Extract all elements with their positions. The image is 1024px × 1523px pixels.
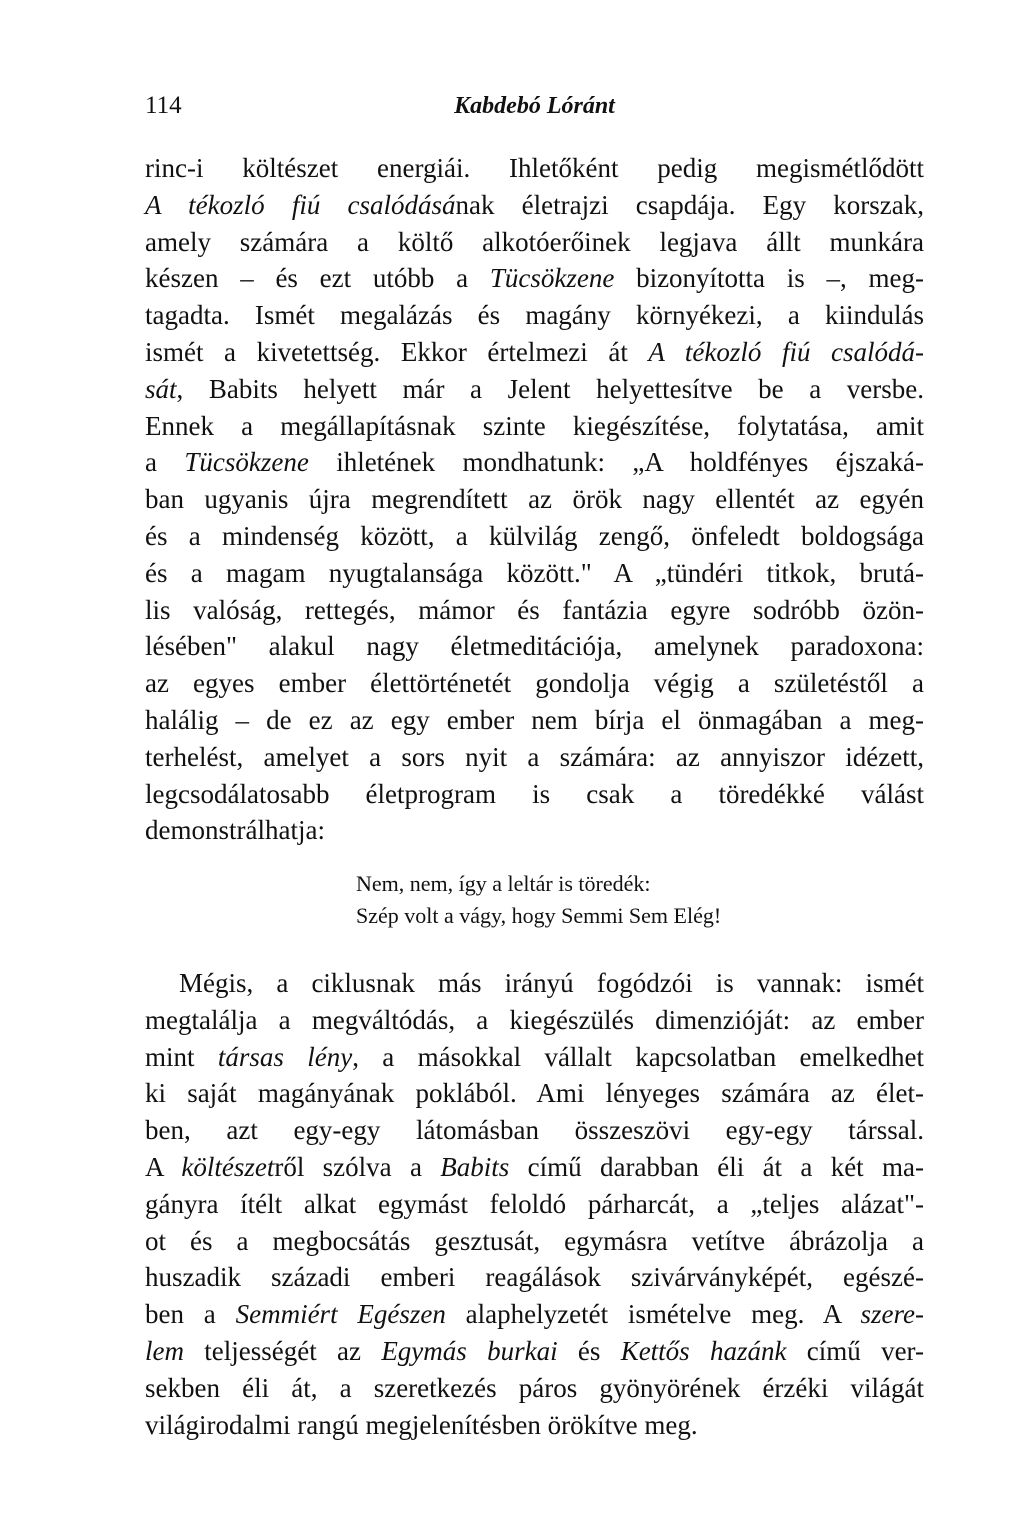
text-line <box>145 444 924 481</box>
text-segment: huszadik századi emberi reagálások szivárványképét, egészé- <box>145 1262 924 1293</box>
text-segment: , a másokkal vállalt kapcsolatban emelkedhet <box>352 1041 924 1072</box>
text-line <box>145 481 924 518</box>
text-segment: alaphelyzetét ismételve meg. A <box>445 1299 861 1330</box>
text-segment: lésében" alakul nagy életmeditációja, amelynek paradoxona: <box>145 631 924 662</box>
text-line <box>145 1333 924 1370</box>
text-segment: ről szólva a <box>274 1151 441 1182</box>
text-line <box>145 408 924 445</box>
text-segment: ot és a megbocsátás gesztusát, egymásra vetítve ábrázolja a <box>145 1225 924 1256</box>
text-line <box>145 297 924 334</box>
text-segment: nak életrajzi csapdája. Egy korszak, <box>455 189 924 220</box>
text-segment: és <box>557 1335 621 1366</box>
italic-segment: Egymás burkai <box>381 1335 558 1366</box>
text-line <box>145 260 924 297</box>
text-line <box>145 812 924 849</box>
italic-segment: sát <box>145 373 177 404</box>
italic-segment: A tékozló fiú csalódásá <box>145 189 456 220</box>
text-line <box>145 150 924 187</box>
text-line <box>145 334 924 371</box>
italic-segment: költészet <box>181 1151 275 1182</box>
paragraph-1 <box>145 150 924 849</box>
running-head: Kabdebó Lóránt <box>454 93 615 119</box>
italic-segment: A tékozló fiú csalódá- <box>648 336 924 367</box>
text-line <box>145 592 924 629</box>
text-line <box>145 224 924 261</box>
text-segment: és a magam nyugtalansága között." A „tündéri titkok, brutá- <box>145 557 924 588</box>
italic-segment: Babits <box>440 1151 510 1182</box>
text-segment: című darabban éli át a két ma- <box>509 1151 924 1182</box>
text-segment: megtalálja a megváltódás, a kiegészülés dimenzióját: az ember <box>145 1004 924 1035</box>
text-segment: Ennek a megállapításnak szinte kiegészítése, folytatása, amit <box>145 410 924 441</box>
text-segment: amely számára a költő alkotóerőinek legjava állt munkára <box>145 226 924 257</box>
text-line <box>145 965 924 1002</box>
page-number: 114 <box>145 92 182 119</box>
italic-segment: Semmiért Egészen <box>235 1299 446 1330</box>
text-segment: ihletének mondhatunk: „A holdfényes éjszaká- <box>308 447 925 478</box>
text-segment: halálig – de ez az egy ember nem bírja el önmagában a meg- <box>145 704 924 735</box>
text-segment: teljességét az <box>183 1335 382 1366</box>
text-segment: bizonyította is –, meg- <box>614 263 925 294</box>
text-segment: ben a <box>145 1299 236 1330</box>
verse-quote <box>356 868 816 932</box>
text-segment: gányra ítélt alkat egymást feloldó párharcát, a „teljes alázat"- <box>145 1188 924 1219</box>
text-segment: mint <box>145 1041 218 1072</box>
text-line <box>145 518 924 555</box>
text-line <box>145 187 924 224</box>
text-segment: ismét a kivetettség. Ekkor értelmezi át <box>145 336 649 367</box>
text-segment: az egyes ember élettörténetét gondolja végig a születéstől a <box>145 668 924 699</box>
text-line <box>145 1002 924 1039</box>
italic-segment: Tücsökzene <box>489 263 615 294</box>
text-segment: ben, azt egy-egy látomásban összeszövi egy-egy társsal. <box>145 1115 924 1146</box>
text-segment: és a mindenség között, a külvilág zengő, önfeledt boldogsága <box>145 520 924 551</box>
paragraph-2 <box>145 965 924 1443</box>
text-line <box>145 776 924 813</box>
text-line <box>145 1296 924 1333</box>
text-line <box>145 628 924 665</box>
text-segment: , Babits helyett már a Jelent helyettesítve be a versbe. <box>176 373 924 404</box>
text-line <box>145 739 924 776</box>
italic-segment: Kettős hazánk <box>620 1335 787 1366</box>
text-segment: című ver- <box>786 1335 924 1366</box>
page-header <box>145 88 924 124</box>
italic-segment: lem <box>145 1335 184 1366</box>
text-segment: rinc-i költészet energiái. Ihletőként pedig megismétlődött <box>145 153 924 183</box>
text-line <box>145 1112 924 1149</box>
text-line <box>145 1039 924 1076</box>
italic-segment: szere- <box>860 1299 925 1330</box>
text-segment: készen – és ezt utóbb a <box>145 263 490 294</box>
text-line <box>145 1223 924 1260</box>
text-segment: ban ugyanis újra megrendített az örök nagy ellentét az egyén <box>145 484 924 515</box>
text-segment: A <box>145 1151 182 1182</box>
text-line <box>145 555 924 592</box>
text-segment: demonstrálhatja: <box>145 815 325 846</box>
text-line <box>145 1370 924 1407</box>
text-segment: világirodalmi rangú megjelenítésben örökítve meg. <box>145 1409 698 1440</box>
text-line <box>145 1407 924 1444</box>
text-line <box>145 1075 924 1112</box>
text-line <box>145 371 924 408</box>
text-segment: terhelést, amelyet a sors nyit a számára: az annyiszor idézett, <box>145 741 924 772</box>
text-segment: lis valóság, rettegés, mámor és fantázia egyre sodróbb özön- <box>145 594 924 625</box>
italic-segment: Tücsökzene <box>184 447 309 478</box>
text-segment: a <box>145 447 185 478</box>
text-line <box>145 1186 924 1223</box>
verse-line-2: Szép volt a vágy, hogy Semmi Sem Elég! <box>356 903 722 928</box>
text-line <box>145 1259 924 1296</box>
verse-line-1: Nem, nem, így a leltár is töredék: <box>356 871 651 896</box>
text-segment: sekben éli át, a szeretkezés páros gyönyörének érzéki világát <box>145 1372 924 1403</box>
italic-segment: társas lény <box>217 1041 353 1072</box>
text-line <box>145 702 924 739</box>
text-line <box>145 1149 924 1186</box>
text-segment: tagadta. Ismét megalázás és magány környékezi, a kiindulás <box>145 300 924 331</box>
text-segment: ki saját magányának poklából. Ami lényeges számára az élet- <box>145 1078 924 1109</box>
text-segment: legcsodálatosabb életprogram is csak a töredékké válást <box>145 778 924 809</box>
text-segment: Mégis, a ciklusnak más irányú fogódzói is vannak: ismét <box>179 968 924 998</box>
text-line <box>145 665 924 702</box>
